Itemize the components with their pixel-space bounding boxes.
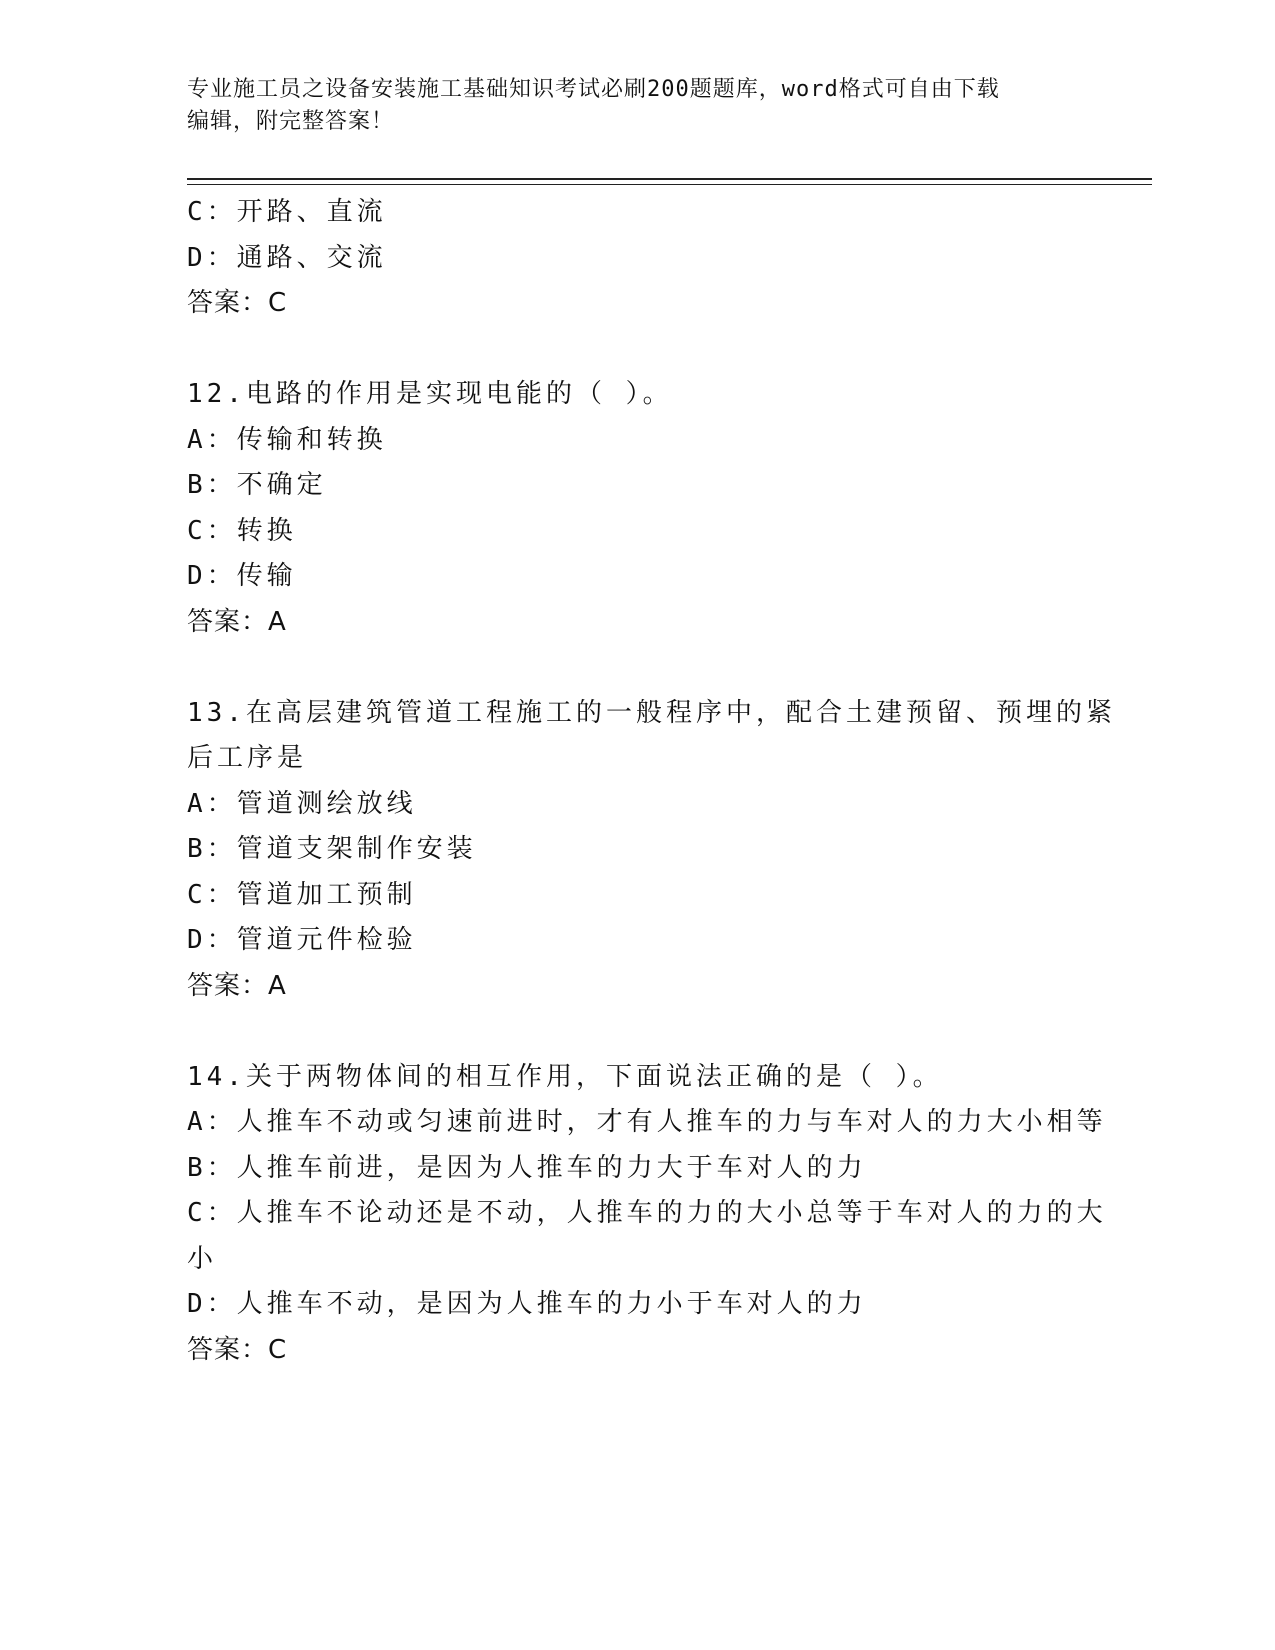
option-a: A：传输和转换 xyxy=(187,424,387,455)
option-c-line-1: C：人推车不论动还是不动，人推车的力的大小总等于车对人的力的大 xyxy=(187,1198,1107,1228)
option-d: D：人推车不动，是因为人推车的力小于车对人的力 xyxy=(187,1289,867,1319)
question-list xyxy=(187,190,1116,1373)
question-stem: 12.电路的作用是实现电能的（ ）。 xyxy=(187,379,673,409)
spacer xyxy=(187,1009,1087,1055)
answer: 答案：C xyxy=(187,1334,288,1365)
option-b: B：管道支架制作安装 xyxy=(187,834,477,864)
question-13 xyxy=(187,691,1116,1010)
header-divider-top xyxy=(187,178,1152,180)
option-d: D：管道元件检验 xyxy=(187,925,417,955)
option-c: C：开路、直流 xyxy=(187,197,387,227)
option-d: D：传输 xyxy=(187,561,297,591)
option-b: B：人推车前进，是因为人推车的力大于车对人的力 xyxy=(187,1152,867,1183)
answer: 答案：A xyxy=(187,606,287,637)
header-line-2: 编辑，附完整答案！ xyxy=(187,109,395,134)
answer: 答案：C xyxy=(187,288,288,318)
question-11 xyxy=(187,190,1087,327)
question-stem-line-1: 13.在高层建筑管道工程施工的一般程序中，配合土建预留、预埋的紧 xyxy=(187,697,1116,728)
spacer xyxy=(187,645,1087,691)
option-a: A：管道测绘放线 xyxy=(187,788,417,819)
question-stem: 14.关于两物体间的相互作用，下面说法正确的是（ ）。 xyxy=(187,1061,943,1092)
option-c-line-2: 小 xyxy=(187,1243,218,1274)
option-a: A：人推车不动或匀速前进时，才有人推车的力与车对人的力大小相等 xyxy=(187,1107,1107,1137)
answer: 答案：A xyxy=(187,970,287,1001)
document-header xyxy=(187,74,1087,138)
spacer xyxy=(187,327,1087,373)
option-d: D：通路、交流 xyxy=(187,242,387,273)
question-stem-line-2: 后工序是 xyxy=(187,743,308,773)
question-12 xyxy=(187,372,1087,645)
header-line-1: 专业施工员之设备安装施工基础知识考试必刷200题题库，word格式可自由下载 xyxy=(187,77,1000,102)
option-c: C：转换 xyxy=(187,515,297,546)
header-divider-bottom xyxy=(187,184,1152,185)
question-14 xyxy=(187,1055,1107,1374)
option-c: C：管道加工预制 xyxy=(187,879,417,910)
option-b: B：不确定 xyxy=(187,470,327,500)
